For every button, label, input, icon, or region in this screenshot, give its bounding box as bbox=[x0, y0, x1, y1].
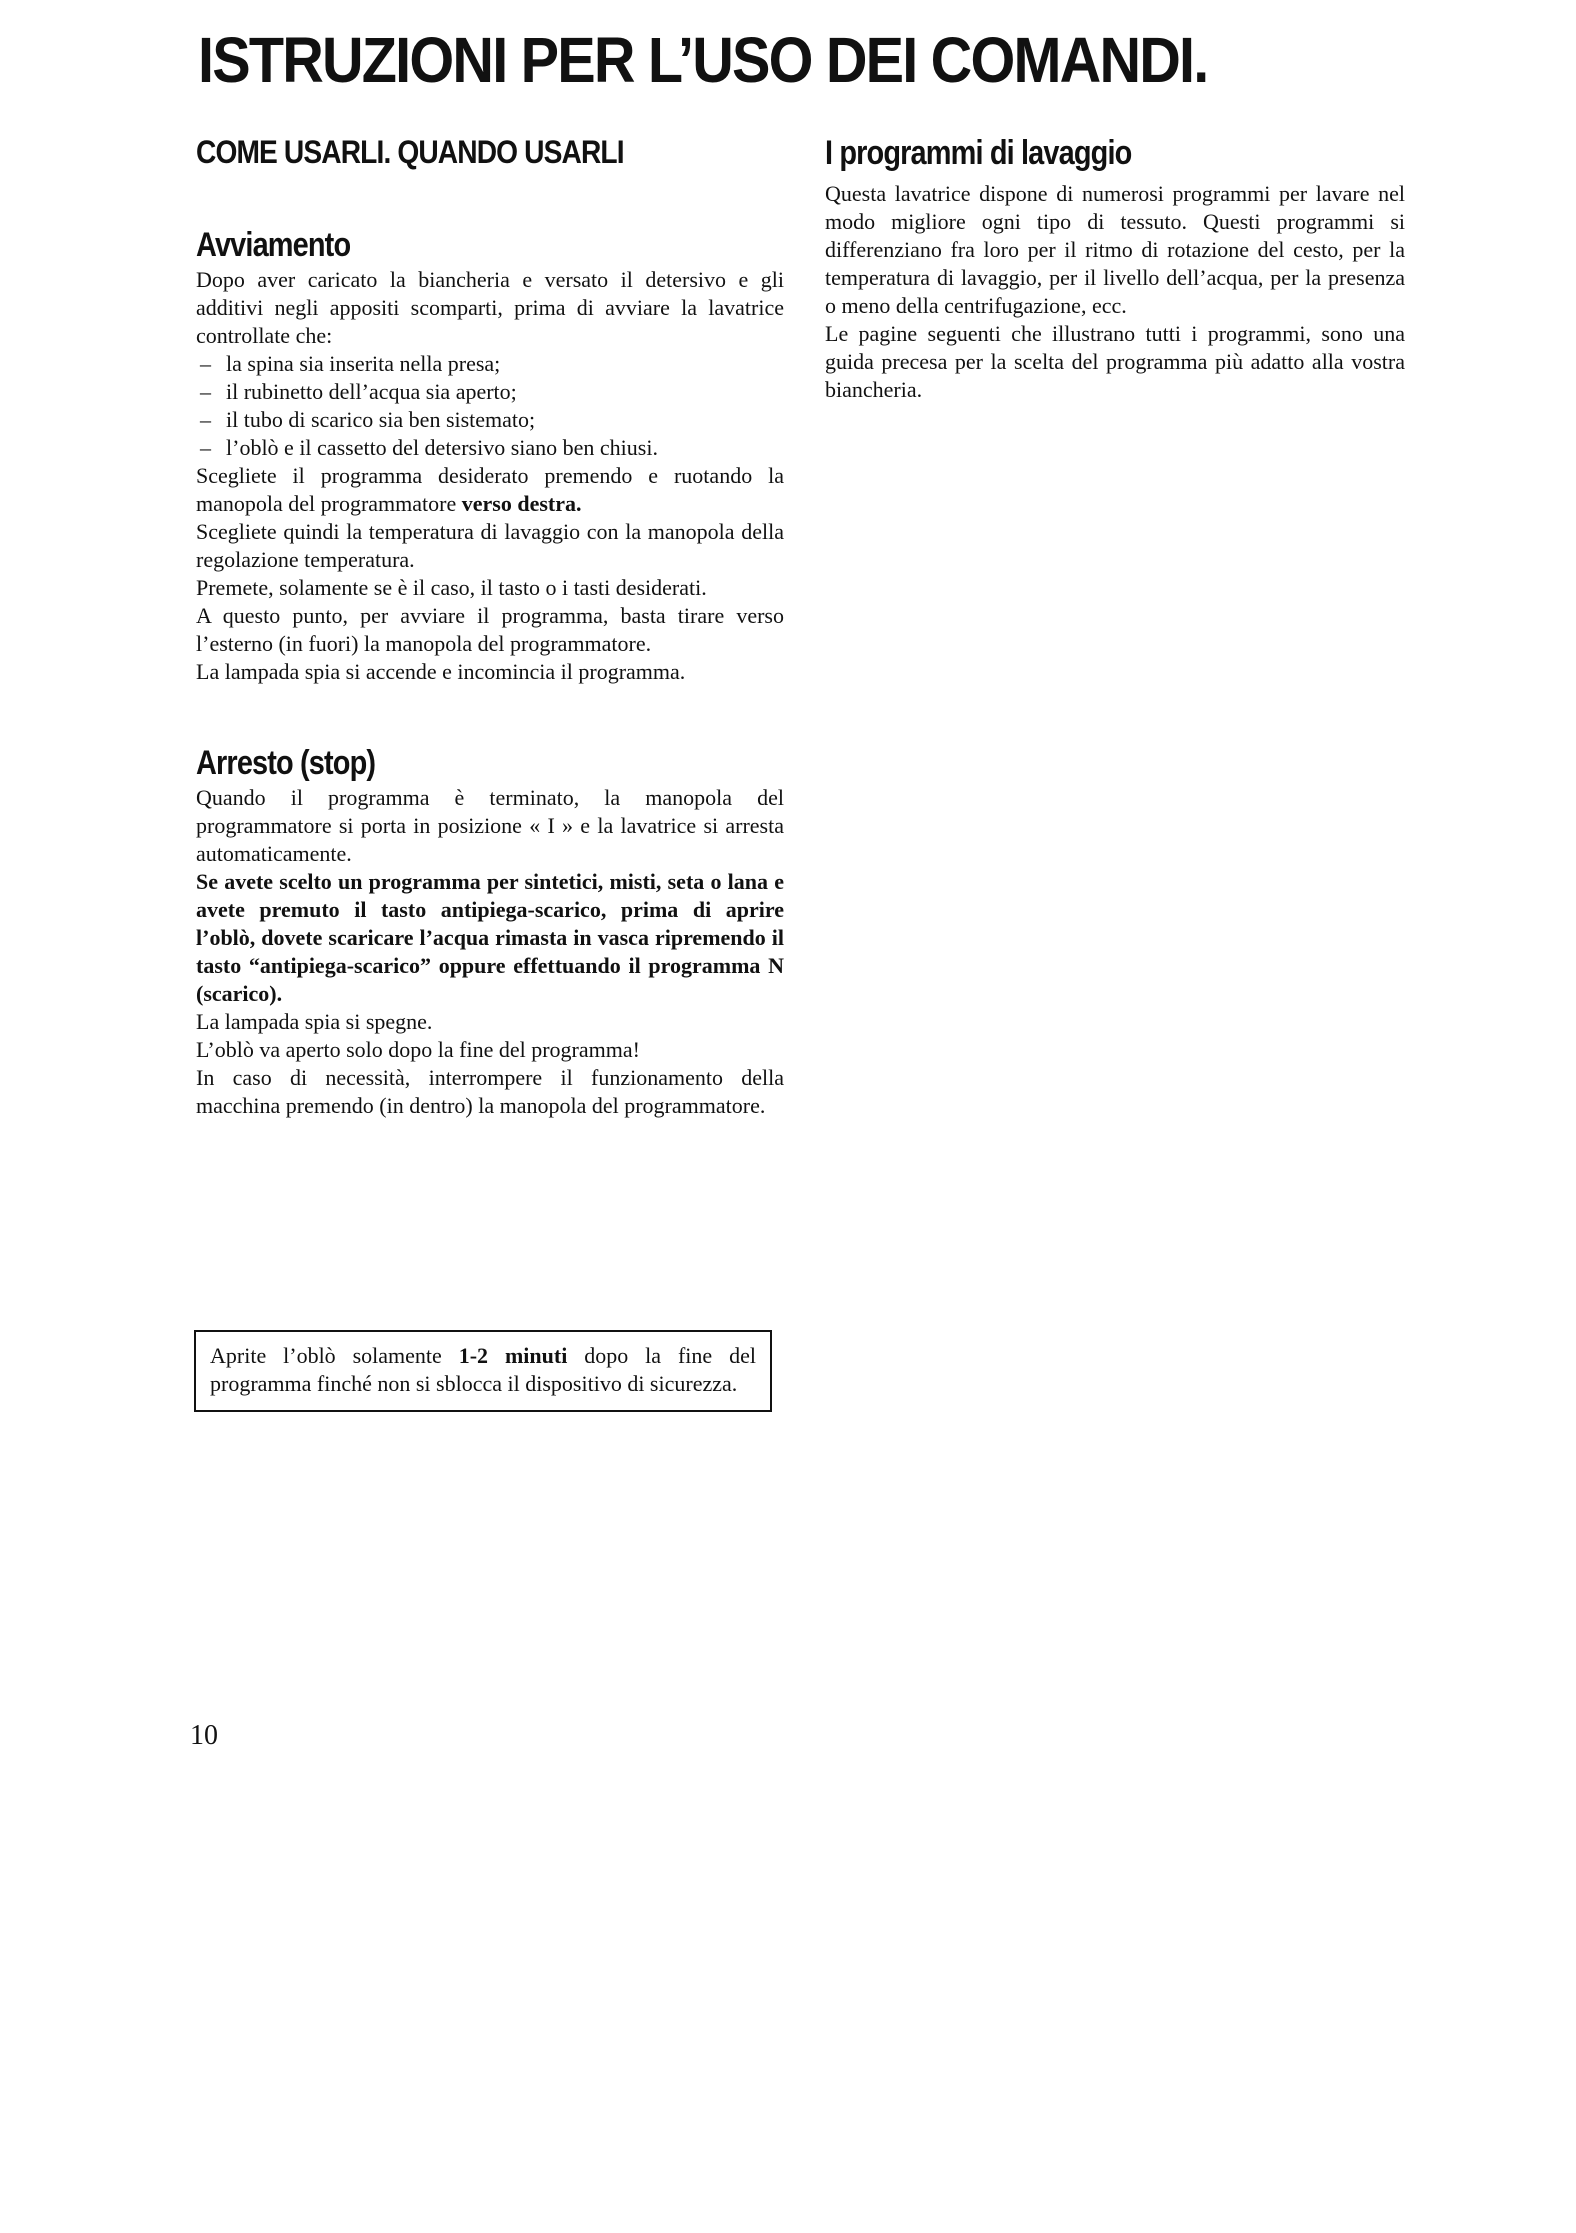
checklist-item: – la spina sia inserita nella presa; bbox=[196, 350, 784, 378]
safety-notice-text bbox=[210, 1342, 756, 1398]
avviamento-start: A questo punto, per avviare il programma, basta tirare verso l’esterno (in fuori) la manopola del programmatore. bbox=[196, 603, 784, 656]
avviamento-intro: Dopo aver caricato la biancheria e versato il detersivo e gli additivi negli appositi scomparti, prima di avviare la lavatrice controllate che: bbox=[196, 267, 784, 348]
heading-arresto: Arresto (stop) bbox=[196, 744, 376, 782]
arresto-end: Quando il programma è terminato, la manopola del programmatore si porta in posizione « I » e la lavatrice si arresta automaticamente. bbox=[196, 785, 784, 866]
avviamento-select-program bbox=[196, 462, 784, 518]
checklist-item: – il tubo di scarico sia ben sistemato; bbox=[196, 406, 784, 434]
avviamento-buttons: Premete, solamente se è il caso, il tasto o i tasti desiderati. bbox=[196, 575, 707, 600]
heading-programmi: I programmi di lavaggio bbox=[825, 134, 1132, 172]
arresto-lamp: La lampada spia si spegne. bbox=[196, 1009, 433, 1034]
select-program-text: Scegliete il programma desiderato premendo e ruotando la manopola del programmatore bbox=[196, 463, 784, 516]
arresto-warning: Se avete scelto un programma per sintetici, misti, seta o lana e avete premuto il tasto antipiega-scarico, prima di aprire l’oblò, dovete scaricare l’acqua rimasta in vasca ripremendo il tasto “antipiega-scarico” oppure effettuando il programma N (scarico). bbox=[196, 869, 784, 1006]
arresto-door: L’oblò va aperto solo dopo la fine del programma! bbox=[196, 1037, 640, 1062]
arresto-interrupt: In caso di necessità, interrompere il funzionamento della macchina premendo (in dentro) la manopola del programmatore. bbox=[196, 1065, 784, 1118]
notice-post: dopo la fine del programma finché non si sblocca il dispositivo di sicurezza. bbox=[210, 1343, 756, 1396]
programmi-guide: Le pagine seguenti che illustrano tutti i programmi, sono una guida precesa per la scelta del programma più adatto alla vostra biancheria. bbox=[825, 321, 1405, 402]
select-program-direction: verso destra. bbox=[461, 491, 582, 516]
left-column bbox=[196, 132, 784, 1120]
heading-avviamento: Avviamento bbox=[196, 226, 351, 264]
notice-bold: 1-2 minuti bbox=[458, 1343, 568, 1368]
checklist-item: – il rubinetto dell’acqua sia aperto; bbox=[196, 378, 784, 406]
right-column bbox=[825, 132, 1405, 404]
safety-notice-box bbox=[194, 1330, 772, 1412]
notice-pre: Aprite l’oblò solamente bbox=[210, 1343, 459, 1368]
avviamento-lamp: La lampada spia si accende e incomincia il programma. bbox=[196, 659, 686, 684]
page-title: ISTRUZIONI PER L’USO DEI COMANDI. bbox=[198, 24, 1208, 96]
avviamento-temperature: Scegliete quindi la temperatura di lavaggio con la manopola della regolazione temperatura. bbox=[196, 519, 784, 572]
checklist-item: – l’oblò e il cassetto del detersivo siano ben chiusi. bbox=[196, 434, 784, 462]
section-heading-come-usarli: COME USARLI. QUANDO USARLI bbox=[196, 134, 624, 170]
avviamento-checklist bbox=[196, 350, 784, 462]
programmi-intro: Questa lavatrice dispone di numerosi programmi per lavare nel modo migliore ogni tipo di tessuto. Questi programmi si differenziano fra loro per il ritmo di rotazione del cesto, per la temperatura di lavaggio, per il livello dell’acqua, per la presenza o meno della centrifugazione, ecc. bbox=[825, 181, 1405, 318]
page-number: 10 bbox=[190, 1720, 218, 1751]
